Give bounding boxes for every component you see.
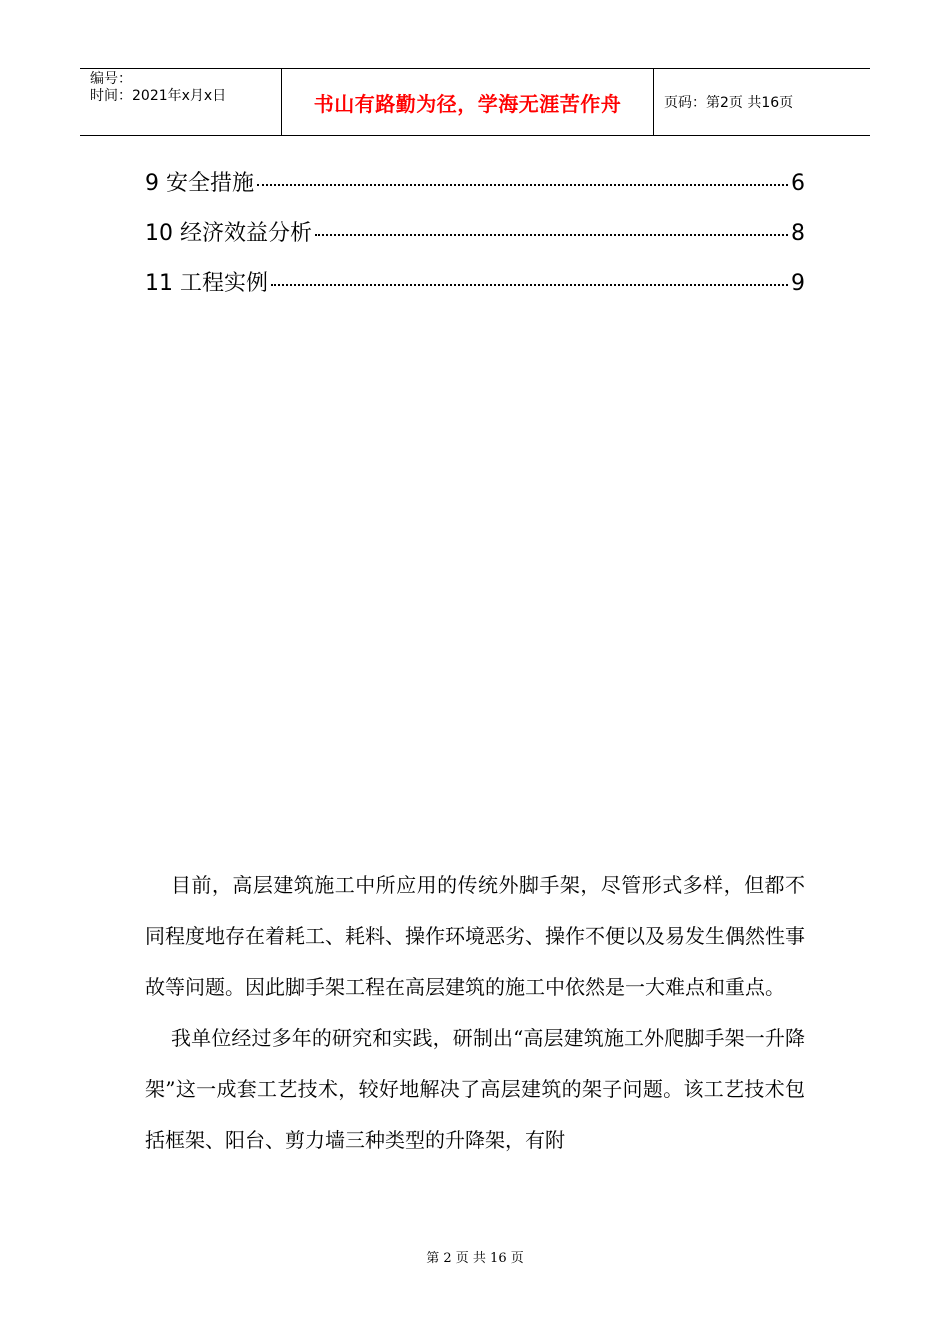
toc-leader-dots <box>315 234 788 236</box>
toc-entry-label: 11 工程实例 <box>145 271 268 296</box>
number-label: 编号： <box>90 71 132 87</box>
toc-entry[interactable] <box>145 166 805 216</box>
body-text <box>145 860 805 1166</box>
toc-entry[interactable] <box>145 266 805 316</box>
header-motto-cell <box>282 69 654 135</box>
table-of-contents <box>145 166 805 316</box>
header-page-cell <box>654 69 870 135</box>
toc-entry-label: 10 经济效益分析 <box>145 221 312 246</box>
body-paragraph: 我单位经过多年的研究和实践，研制出“高层建筑施工外爬脚手架一升降架”这一成套工艺技术，较好地解决了高层建筑的架子问题。该工艺技术包括框架、阳台、剪力墙三种类型的升降架，有附 <box>145 1026 805 1152</box>
header-page-info: 页码：第2页 共16页 <box>664 95 794 111</box>
toc-leader-dots <box>257 184 788 186</box>
toc-entry-page: 8 <box>791 221 805 246</box>
time-label: 时间：2021年x月x日 <box>90 88 227 104</box>
page-footer: 第 2 页 共 16 页 <box>426 1251 524 1266</box>
toc-entry[interactable] <box>145 216 805 266</box>
toc-entry-page: 9 <box>791 271 805 296</box>
document-header <box>80 68 870 136</box>
header-motto: 书山有路勤为径，学海无涯苦作舟 <box>313 91 622 116</box>
header-meta <box>80 69 282 135</box>
toc-entry-page: 6 <box>791 171 805 196</box>
toc-leader-dots <box>271 284 788 286</box>
body-paragraph: 目前，高层建筑施工中所应用的传统外脚手架，尽管形式多样，但都不同程度地存在着耗工、耗料、操作环境恶劣、操作不便以及易发生偶然性事故等问题。因此脚手架工程在高层建筑的施工中依然是一大难点和重点。 <box>145 873 805 999</box>
toc-entry-label: 9 安全措施 <box>145 171 254 196</box>
